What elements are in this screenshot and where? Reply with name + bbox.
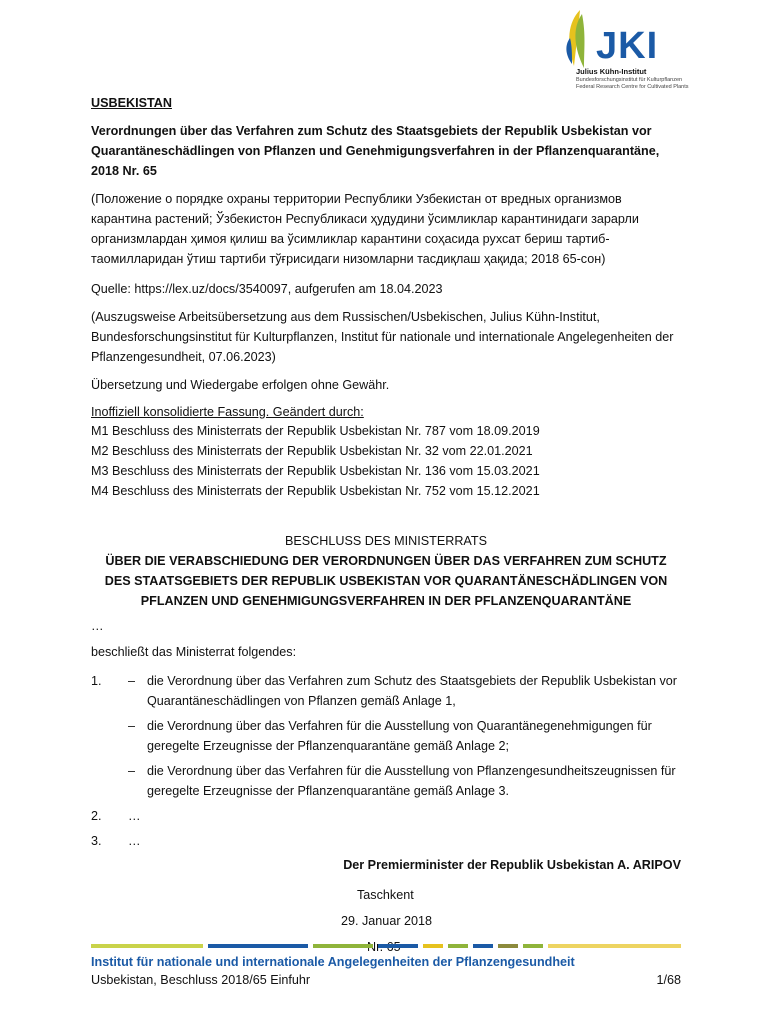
logo-line-3: Federal Research Centre for Cultivated Plants: [576, 84, 689, 90]
amendments-heading: Inoffiziell konsolidierte Fassung. Geändert durch:: [91, 405, 364, 419]
signature-line: Der Premierminister der Republik Usbekistan A. ARIPOV: [343, 858, 681, 872]
signing-date: 29. Januar 2018: [341, 914, 433, 928]
signing-city: Taschkent: [357, 888, 414, 902]
item-text: die Verordnung über das Verfahren zum Schutz des Staatsgebiets der Republik Usbekistan vor Quarantäneschädlingen von Pflanzen gemäß Anlage 1,: [147, 674, 677, 708]
logo-line-2: Bundesforschungsinstitut für Kulturpflanzen: [576, 77, 683, 83]
disclaimer: Übersetzung und Wiedergabe erfolgen ohne Gewähr.: [91, 378, 390, 392]
item-dash: –: [128, 719, 136, 733]
amendment-item: M1 Beschluss des Ministerrats der Republik Usbekistan Nr. 787 vom 18.09.2019: [91, 424, 540, 438]
page-number: 1/68: [656, 973, 681, 987]
list-item: [91, 831, 681, 851]
amendment-item: M3 Beschluss des Ministerrats der Republik Usbekistan Nr. 136 vom 15.03.2021: [91, 464, 540, 478]
jki-logo: [560, 8, 689, 90]
document-body: [91, 95, 681, 956]
decree-heading: BESCHLUSS DES MINISTERRATS: [284, 534, 487, 548]
translation-note: (Auszugsweise Arbeitsübersetzung aus dem Russischen/Usbekischen, Julius Kühn-Institut, Bundesforschungsinstitut für Kulturpflanzen, Institut für nationale und internationale Angelegenheiten der Pflanzengesundheit, 07.06.2023): [91, 310, 674, 364]
item-text: …: [128, 834, 141, 848]
footer-doc-ref: Usbekistan, Beschluss 2018/65 Einfuhr: [91, 973, 311, 987]
list-item: [91, 761, 681, 801]
amendment-item: M2 Beschluss des Ministerrats der Republik Usbekistan Nr. 32 vom 22.01.2021: [91, 444, 533, 458]
document-title: Verordnungen über das Verfahren zum Schutz des Staatsgebiets der Republik Usbekistan vor Quarantäneschädlingen von Pflanzen und Genehmigungsverfahren in der Pflanzenquarantäne, 2018 Nr. 65: [91, 124, 660, 178]
resolution-list: [91, 671, 681, 851]
item-number: 2.: [91, 809, 102, 823]
item-text: die Verordnung über das Verfahren für die Ausstellung von Quarantänegenehmigungen für geregelte Erzeugnisse der Pflanzenquarantäne gemäß Anlage 2;: [147, 719, 652, 753]
item-number: 3.: [91, 834, 102, 848]
list-item: [91, 806, 681, 826]
logo-wordmark: JKI: [596, 25, 659, 67]
item-text: die Verordnung über das Verfahren für die Ausstellung von Pflanzengesundheitszeugnissen für geregelte Erzeugnisse der Pflanzenquarantäne gemäß Anlage 3.: [147, 764, 676, 798]
item-dash: –: [128, 674, 136, 688]
amendment-item: M4 Beschluss des Ministerrats der Republik Usbekistan Nr. 752 vom 15.12.2021: [91, 484, 540, 498]
item-dash: –: [128, 764, 136, 778]
decree-number: Nr.: [367, 940, 384, 954]
list-item: [91, 716, 681, 756]
item-text: …: [128, 809, 141, 823]
decree-subheading: ÜBER DIE VERABSCHIEDUNG DER VERORDNUNGEN ÜBER DAS VERFAHREN ZUM SCHUTZ DES STAATSGEBIETS DER REPUBLIK USBEKISTAN VOR QUARANTÄNESCHÄDLINGEN VON PFLANZEN UND GENEHMIGUNGSVERFAHREN IN DER PFLANZENQUARANTÄNE: [104, 554, 668, 608]
logo-line-1: Julius Kühn-Institut: [576, 67, 647, 76]
wheat-leaf-logo-icon: [560, 8, 600, 70]
resolution-intro: beschließt das Ministerrat folgendes:: [91, 645, 297, 659]
omission-mark: …: [91, 619, 104, 633]
source-line: Quelle: https://lex.uz/docs/3540097, aufgerufen am 18.04.2023: [91, 282, 443, 296]
original-title: (Положение о порядке охраны территории Республики Узбекистан от вредных организмов карантина растений; Ўзбекистон Республикаси ҳудудини ўсимликлар карантинидаги зарарли организмлардан ҳимоя қилиш ва ўсимликлар карантини соҳасида рухсат бериш тартиб-таомилларидан ўтиш тартиби тўғрисидаги низомларни тасдиқлаш ҳақида; 2018 65-сон): [91, 192, 639, 266]
footer-stripes: [91, 944, 681, 948]
country-heading: USBEKISTAN: [91, 96, 172, 110]
item-number: 1.: [91, 674, 102, 688]
list-item: [91, 671, 681, 711]
footer-institute: Institut für nationale und internationale Angelegenheiten der Pflanzengesundheit: [91, 955, 575, 969]
